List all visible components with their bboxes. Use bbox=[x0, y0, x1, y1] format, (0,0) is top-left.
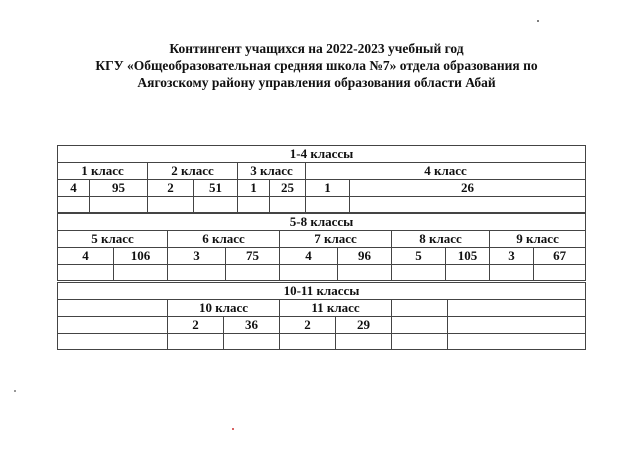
title-line-3: Аягозскому району управления образования области Абай bbox=[137, 75, 496, 90]
grade-header-4: 4 класс bbox=[306, 163, 586, 180]
cell-grade10-students: 36 bbox=[224, 317, 280, 334]
grade-header-8: 8 класс bbox=[392, 231, 490, 248]
cell-grade10-classes: 2 bbox=[168, 317, 224, 334]
table-grades-10-11 bbox=[57, 282, 586, 350]
grade-header-6: 6 класс bbox=[168, 231, 280, 248]
scan-speck bbox=[537, 20, 539, 22]
scan-speck bbox=[232, 428, 234, 430]
cell-grade4-students: 26 bbox=[350, 180, 586, 197]
section-title-5-8: 5-8 классы bbox=[58, 214, 586, 231]
cell-grade7-students: 96 bbox=[338, 248, 392, 265]
cell-grade2-classes: 2 bbox=[148, 180, 194, 197]
cell-grade1-classes: 4 bbox=[58, 180, 90, 197]
section-title-1-4: 1-4 классы bbox=[58, 146, 586, 163]
cell-grade3-classes: 1 bbox=[238, 180, 270, 197]
grade-header-2: 2 класс bbox=[148, 163, 238, 180]
cell-grade8-students: 105 bbox=[446, 248, 490, 265]
title-line-1: Контингент учащихся на 2022-2023 учебный год bbox=[169, 41, 464, 56]
cell-grade2-students: 51 bbox=[194, 180, 238, 197]
table-row bbox=[58, 180, 586, 197]
cell-grade5-classes: 4 bbox=[58, 248, 114, 265]
cell-grade8-classes: 5 bbox=[392, 248, 446, 265]
table-row-empty bbox=[58, 334, 586, 350]
table-row bbox=[58, 248, 586, 265]
table-row bbox=[58, 317, 586, 334]
cell-grade9-classes: 3 bbox=[490, 248, 534, 265]
cell-grade11-classes: 2 bbox=[280, 317, 336, 334]
scan-speck bbox=[14, 390, 16, 392]
cell-grade5-students: 106 bbox=[114, 248, 168, 265]
grade-header-10: 10 класс bbox=[168, 300, 280, 317]
cell-grade1-students: 95 bbox=[90, 180, 148, 197]
document-title bbox=[0, 40, 633, 91]
table-grades-5-8 bbox=[57, 213, 586, 281]
cell-grade11-students: 29 bbox=[336, 317, 392, 334]
title-line-2: КГУ «Общеобразовательная средняя школа №7» отдела образования по bbox=[95, 58, 538, 73]
cell-grade6-classes: 3 bbox=[168, 248, 226, 265]
grade-header-11: 11 класс bbox=[280, 300, 392, 317]
cell-grade9-students: 67 bbox=[534, 248, 586, 265]
grade-header-3: 3 класс bbox=[238, 163, 306, 180]
table-grades-1-4 bbox=[57, 145, 586, 213]
grade-header-7: 7 класс bbox=[280, 231, 392, 248]
grade-header-9: 9 класс bbox=[490, 231, 586, 248]
section-title-10-11: 10-11 классы bbox=[58, 283, 586, 300]
table-row-empty bbox=[58, 265, 586, 281]
cell-grade6-students: 75 bbox=[226, 248, 280, 265]
cell-grade4-classes: 1 bbox=[306, 180, 350, 197]
grade-header-5: 5 класс bbox=[58, 231, 168, 248]
cell-grade3-students: 25 bbox=[270, 180, 306, 197]
table-row-empty bbox=[58, 197, 586, 213]
cell-grade7-classes: 4 bbox=[280, 248, 338, 265]
grade-header-1: 1 класс bbox=[58, 163, 148, 180]
